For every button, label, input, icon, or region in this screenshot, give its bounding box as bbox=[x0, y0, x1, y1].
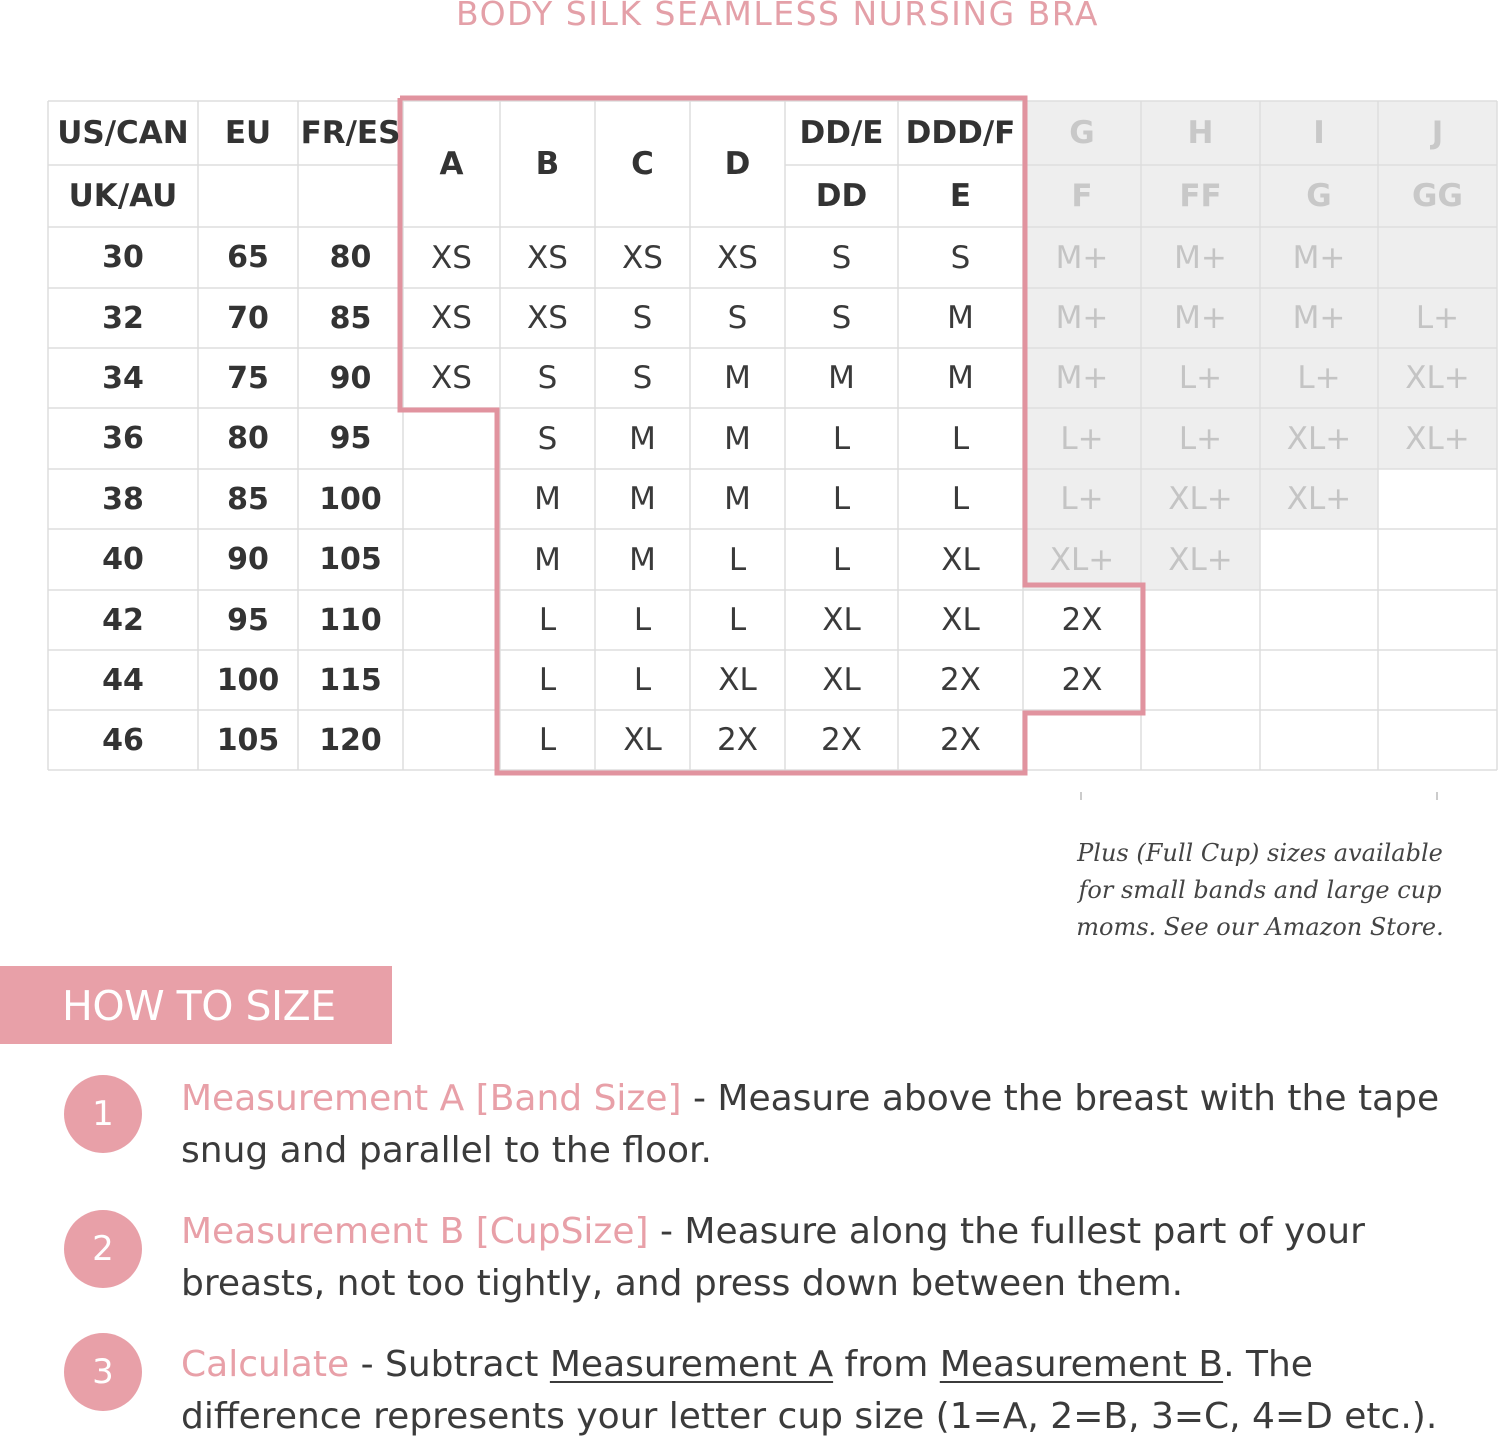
band-fr-100: 100 bbox=[319, 481, 382, 517]
band-eu-100: 100 bbox=[216, 662, 280, 698]
cup-header-sub-7: FF bbox=[1179, 178, 1222, 214]
cup-header-j: J bbox=[1431, 115, 1444, 151]
band-us-42: 42 bbox=[102, 602, 144, 638]
size-cell: XS bbox=[527, 300, 568, 336]
size-cell: XL bbox=[623, 722, 662, 758]
size-cell: M bbox=[534, 481, 561, 517]
size-cell: M bbox=[828, 360, 855, 396]
step-3-badge: 3 bbox=[64, 1333, 142, 1411]
cup-header-c: C bbox=[631, 146, 654, 182]
size-cell: M+ bbox=[1174, 300, 1227, 336]
size-cell: L bbox=[832, 541, 851, 578]
size-cell: XS bbox=[431, 239, 472, 276]
size-cell: M bbox=[629, 420, 656, 457]
cup-header-sub-5: E bbox=[949, 178, 972, 214]
size-cell: L bbox=[538, 722, 557, 758]
size-cell: L+ bbox=[1178, 360, 1223, 396]
size-cell: S bbox=[831, 300, 852, 336]
size-cell: XL+ bbox=[1286, 420, 1352, 457]
step-3-text-c: . The difference represents your letter cup size (1=A, 2=B, 3=C, 4=D etc.). bbox=[181, 1344, 1438, 1437]
band-us-46: 46 bbox=[102, 722, 144, 758]
size-cell: L bbox=[538, 602, 557, 638]
size-cell: L+ bbox=[1415, 300, 1460, 336]
measurement-b-term: Measurement B bbox=[939, 1344, 1224, 1385]
band-fr-80: 80 bbox=[329, 240, 372, 275]
band-eu-90: 90 bbox=[227, 542, 269, 577]
band-eu-85: 85 bbox=[227, 481, 269, 517]
step-2-label: Measurement B [CupSize] bbox=[181, 1211, 649, 1252]
band-eu-75: 75 bbox=[227, 360, 269, 396]
size-cell: 2X bbox=[1061, 602, 1103, 638]
size-cell: L+ bbox=[1060, 420, 1104, 457]
band-us-32: 32 bbox=[102, 300, 144, 336]
band-fr-90: 90 bbox=[329, 360, 372, 396]
step-2-text bbox=[181, 1206, 1481, 1310]
band-header-1: EU bbox=[224, 115, 272, 151]
band-header-2: FR/ES bbox=[300, 115, 401, 151]
cup-header-sub-6: F bbox=[1071, 178, 1093, 214]
size-cell: L bbox=[951, 481, 970, 517]
chart-title: BODY SILK SEAMLESS NURSING BRA bbox=[456, 0, 1099, 33]
step-1-text bbox=[181, 1073, 1481, 1177]
size-cell: L+ bbox=[1178, 420, 1223, 457]
size-cell: XL+ bbox=[1405, 360, 1470, 396]
step-3-text-a: - Subtract bbox=[349, 1344, 550, 1385]
size-cell: XL bbox=[941, 541, 980, 578]
band-fr-115: 115 bbox=[319, 662, 382, 698]
size-cell: M bbox=[629, 541, 656, 578]
band-eu-105: 105 bbox=[216, 722, 280, 758]
band-eu-70: 70 bbox=[227, 300, 269, 336]
size-cell: M+ bbox=[1055, 300, 1109, 336]
band-us-30: 30 bbox=[102, 240, 144, 275]
size-cell: 2X bbox=[821, 722, 862, 758]
step-1-description: - Measure above the breast with the tape snug and parallel to the floor. bbox=[181, 1078, 1440, 1171]
size-cell: M bbox=[947, 300, 974, 336]
size-cell: M bbox=[724, 420, 751, 457]
size-cell: L bbox=[728, 541, 747, 578]
size-cell: XL bbox=[941, 602, 980, 638]
band-eu-95: 95 bbox=[227, 602, 269, 638]
size-cell: L bbox=[832, 481, 851, 517]
size-cell: M+ bbox=[1055, 239, 1109, 276]
size-cell: XS bbox=[431, 300, 472, 336]
band-fr-105: 105 bbox=[319, 542, 382, 577]
plus-size-shading bbox=[1378, 227, 1497, 288]
size-cell: 2X bbox=[1061, 662, 1103, 698]
step-1-badge: 1 bbox=[64, 1075, 142, 1153]
cup-header-d: D bbox=[724, 146, 751, 182]
size-cell: M bbox=[947, 360, 974, 396]
plus-size-footnote: Plus (Full Cup) sizes available for small bands and large cup moms. See our Amazon Store. bbox=[1076, 839, 1444, 941]
step-2-badge: 2 bbox=[64, 1210, 142, 1288]
size-cell: XS bbox=[431, 360, 472, 396]
step-3-text bbox=[181, 1339, 1481, 1443]
size-cell: M+ bbox=[1292, 300, 1346, 336]
size-cell: 2X bbox=[717, 722, 758, 758]
band-header-0: US/CAN bbox=[57, 115, 189, 151]
cup-header-sub-9: GG bbox=[1412, 178, 1463, 214]
cup-header-h: H bbox=[1187, 115, 1214, 151]
band-fr-85: 85 bbox=[329, 300, 372, 336]
cup-header-dd-e: DD/E bbox=[799, 115, 884, 151]
band-eu-65: 65 bbox=[227, 240, 269, 275]
size-cell: XL+ bbox=[1286, 481, 1352, 517]
size-cell: L bbox=[633, 662, 652, 698]
step-2-description: - Measure along the fullest part of your breasts, not too tightly, and press down between them. bbox=[181, 1211, 1365, 1304]
band-fr-120: 120 bbox=[319, 722, 382, 758]
cup-header-b: B bbox=[535, 146, 560, 182]
size-cell: M+ bbox=[1292, 239, 1346, 276]
cup-header-a: A bbox=[439, 146, 464, 182]
size-cell: L+ bbox=[1060, 481, 1104, 517]
band-us-36: 36 bbox=[102, 421, 144, 456]
size-cell: S bbox=[537, 420, 558, 457]
size-cell: M bbox=[629, 481, 656, 517]
size-cell: S bbox=[727, 300, 748, 336]
size-cell: M+ bbox=[1174, 239, 1227, 276]
size-cell: S bbox=[632, 300, 653, 336]
band-us-40: 40 bbox=[102, 542, 144, 577]
size-cell: XL+ bbox=[1049, 541, 1115, 578]
band-us-34: 34 bbox=[102, 360, 144, 396]
size-cell: XL+ bbox=[1168, 481, 1233, 517]
size-cell: M bbox=[724, 481, 751, 517]
band-us-38: 38 bbox=[102, 481, 144, 517]
size-cell: 2X bbox=[940, 662, 981, 698]
step-1-label: Measurement A [Band Size] bbox=[181, 1078, 682, 1119]
size-cell: L bbox=[951, 420, 970, 457]
cup-header-g: G bbox=[1069, 115, 1095, 151]
measurement-a-term: Measurement A bbox=[549, 1344, 834, 1385]
band-us-44: 44 bbox=[102, 662, 144, 698]
step-3-text-b: from bbox=[833, 1344, 940, 1385]
size-cell: M bbox=[534, 541, 561, 578]
size-cell: XS bbox=[527, 239, 568, 276]
cup-header-sub-4: DD bbox=[815, 178, 868, 214]
size-cell: L+ bbox=[1297, 360, 1341, 396]
size-cell: 2X bbox=[940, 722, 981, 758]
step-3-label: Calculate bbox=[181, 1344, 350, 1385]
cup-header-ddd-f: DDD/F bbox=[905, 115, 1016, 151]
size-cell: S bbox=[632, 360, 653, 396]
size-cell: L bbox=[633, 602, 652, 638]
size-cell: XS bbox=[717, 239, 758, 276]
size-cell: XL+ bbox=[1405, 420, 1470, 457]
size-cell: XL bbox=[822, 602, 861, 638]
size-cell: L bbox=[538, 662, 557, 698]
cup-header-i: I bbox=[1313, 115, 1325, 151]
size-cell: XL+ bbox=[1168, 541, 1233, 578]
size-cell: M+ bbox=[1055, 360, 1109, 396]
size-cell: L bbox=[728, 602, 747, 638]
band-eu-80: 80 bbox=[227, 421, 269, 456]
size-cell: XL bbox=[822, 662, 861, 698]
size-cell: S bbox=[950, 239, 971, 276]
band-fr-110: 110 bbox=[319, 602, 382, 638]
size-cell: S bbox=[831, 239, 852, 276]
size-cell: XS bbox=[622, 239, 663, 276]
band-header-sub-0: UK/AU bbox=[68, 178, 178, 214]
size-cell: S bbox=[537, 360, 558, 396]
size-cell: XL bbox=[718, 662, 757, 698]
how-to-size-heading: HOW TO SIZE bbox=[62, 982, 336, 1030]
size-cell: M bbox=[724, 360, 751, 396]
cup-header-sub-8: G bbox=[1306, 178, 1332, 214]
size-cell: L bbox=[832, 420, 851, 457]
band-fr-95: 95 bbox=[329, 421, 372, 456]
how-to-size-banner bbox=[0, 966, 392, 1044]
